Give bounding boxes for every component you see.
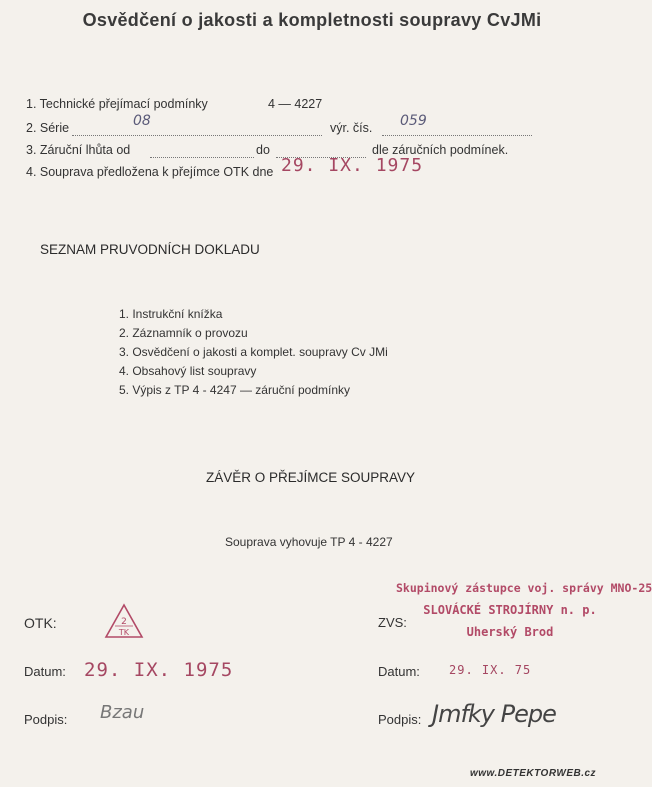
otk-submission-date: 29. IX. 1975 [281,155,424,176]
zvs-datum-value: 29. IX. 75 [449,663,532,677]
serie-value: 08 [133,113,151,129]
zvs-datum-label: Datum: [378,664,420,679]
documents-heading: SEZNAM PRUVODNÍCH DOKLADU [40,242,260,257]
line3-mid-label: do [256,143,270,157]
line1-value: 4 — 4227 [268,97,323,111]
otk-label: OTK: [24,615,57,631]
website-watermark: www.DETEKTORWEB.cz [470,768,597,779]
vyr-cis-value: 059 [400,113,427,129]
zvs-stamp-line1: Skupinový zástupce voj. správy MNO-25 [396,581,652,595]
zvs-stamp-line3: Uherský Brod [466,625,554,639]
conclusion-text: Souprava vyhovuje TP 4 - 4227 [225,535,393,549]
document-item: 5. Výpis z TP 4 - 4247 — záruční podmínky [119,383,350,397]
otk-datum-label: Datum: [24,664,66,679]
line3-label: 3. Záruční lhůta od [26,143,131,157]
line2-mid-label: výr. čís. [330,121,373,135]
line3-end-label: dle záručních podmínek. [372,143,509,157]
document-item: 2. Záznamník o provozu [119,326,248,340]
otk-triangle-stamp-icon [104,603,144,639]
otk-stamp-bottom: TK [118,628,130,637]
line2-underline [72,135,322,136]
zvs-signature: Jmfky Pepe [432,700,556,728]
document-item: 3. Osvědčení o jakosti a komplet. soupravy Cv JMi [119,345,388,359]
document-item: 1. Instrukční knížka [119,307,223,321]
otk-datum-value: 29. IX. 1975 [84,659,234,681]
line1-label: 1. Technické přejímací podmínky [26,97,208,111]
zvs-label: ZVS: [378,615,407,630]
line3-underline-from [150,157,254,158]
document-title: Osvědčení o jakosti a kompletnosti soupravy CvJMi [82,10,542,30]
line2-label: 2. Série [26,121,70,135]
zvs-stamp-line2: SLOVÁCKÉ STROJÍRNY n. p. [423,603,597,617]
line2-mid-underline [382,135,532,136]
otk-stamp-top: 2 [121,617,127,627]
otk-podpis-label: Podpis: [24,712,68,727]
line4-label: 4. Souprava předložena k přejímce OTK dne [26,165,274,179]
conclusion-heading: ZÁVĚR O PŘEJÍMCE SOUPRAVY [206,470,416,485]
document-item: 4. Obsahový list soupravy [119,364,257,378]
zvs-podpis-label: Podpis: [378,712,422,727]
otk-signature: Bzau [100,702,145,723]
